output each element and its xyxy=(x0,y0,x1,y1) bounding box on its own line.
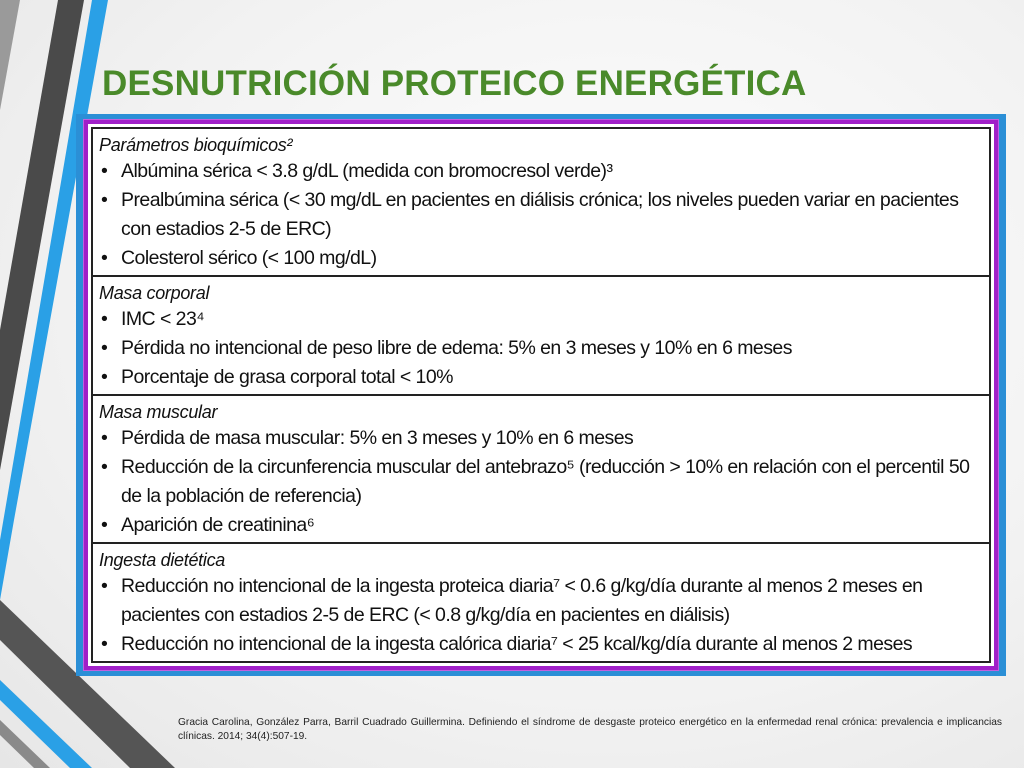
table-border xyxy=(84,120,998,670)
list-item: • Reducción no intencional de la ingesta calórica diaria⁷ < 25 kcal/kg/día durante al menos 2 meses xyxy=(99,630,983,659)
section-muscle-mass xyxy=(93,396,989,544)
list-item: • Reducción de la circunferencia muscular del antebrazo⁵ (reducción > 10% en relación con el percentil 50 de la población de referencia) xyxy=(99,453,983,511)
bullet-glyph: • xyxy=(101,337,108,359)
section-dietary-intake xyxy=(93,544,989,661)
bullet-glyph: • xyxy=(101,456,108,478)
bullet-glyph: • xyxy=(101,575,108,597)
section-heading: Masa corporal xyxy=(99,283,210,303)
criteria-table xyxy=(91,127,991,663)
stripe-dark-main xyxy=(0,0,84,470)
list-item: • Pérdida de masa muscular: 5% en 3 meses y 10% en 6 meses xyxy=(99,424,983,453)
bullet-glyph: • xyxy=(101,427,108,449)
section-body-mass xyxy=(93,277,989,396)
table-frame xyxy=(76,114,1006,676)
citation-text: Gracia Carolina, González Parra, Barril Cuadrado Guillermina. Definiendo el síndrome de desgaste proteico energético en la enfermedad renal crónica: prevalencia e implicancias clínicas. 2014; 34(4):507-19. xyxy=(178,717,1002,742)
list-item: • Albúmina sérica < 3.8 g/dL (medida con bromocresol verde)³ xyxy=(99,157,983,186)
list-item: • Prealbúmina sérica (< 30 mg/dL en pacientes en diálisis crónica; los niveles pueden variar en pacientes con estadios 2-5 de ERC) xyxy=(99,186,983,244)
list-item: • Porcentaje de grasa corporal total < 10% xyxy=(99,363,983,392)
section-biochemical xyxy=(93,129,989,277)
slide-title: DESNUTRICIÓN PROTEICO ENERGÉTICA xyxy=(102,64,807,103)
list-item: • Reducción no intencional de la ingesta proteica diaria⁷ < 0.6 g/kg/día durante al menos 2 meses en pacientes con estadios 2-5 de ERC (< 0.8 g/kg/día en pacientes en diálisis) xyxy=(99,572,983,630)
section-heading: Ingesta dietética xyxy=(99,550,225,570)
bullet-glyph: • xyxy=(101,308,108,330)
list-item: • Pérdida no intencional de peso libre de edema: 5% en 3 meses y 10% en 6 meses xyxy=(99,334,983,363)
bullet-glyph: • xyxy=(101,189,108,211)
section-heading: Parámetros bioquímicos² xyxy=(99,135,293,155)
bullet-glyph: • xyxy=(101,366,108,388)
bullet-glyph: • xyxy=(101,633,108,655)
bullet-glyph: • xyxy=(101,514,108,536)
list-item: • IMC < 23⁴ xyxy=(99,305,983,334)
stripe-dark-left xyxy=(0,0,20,110)
bullet-glyph: • xyxy=(101,247,108,269)
list-item: • Aparición de creatinina⁶ xyxy=(99,511,983,540)
section-heading: Masa muscular xyxy=(99,402,218,422)
bullet-glyph: • xyxy=(101,160,108,182)
list-item: • Colesterol sérico (< 100 mg/dL) xyxy=(99,244,983,273)
